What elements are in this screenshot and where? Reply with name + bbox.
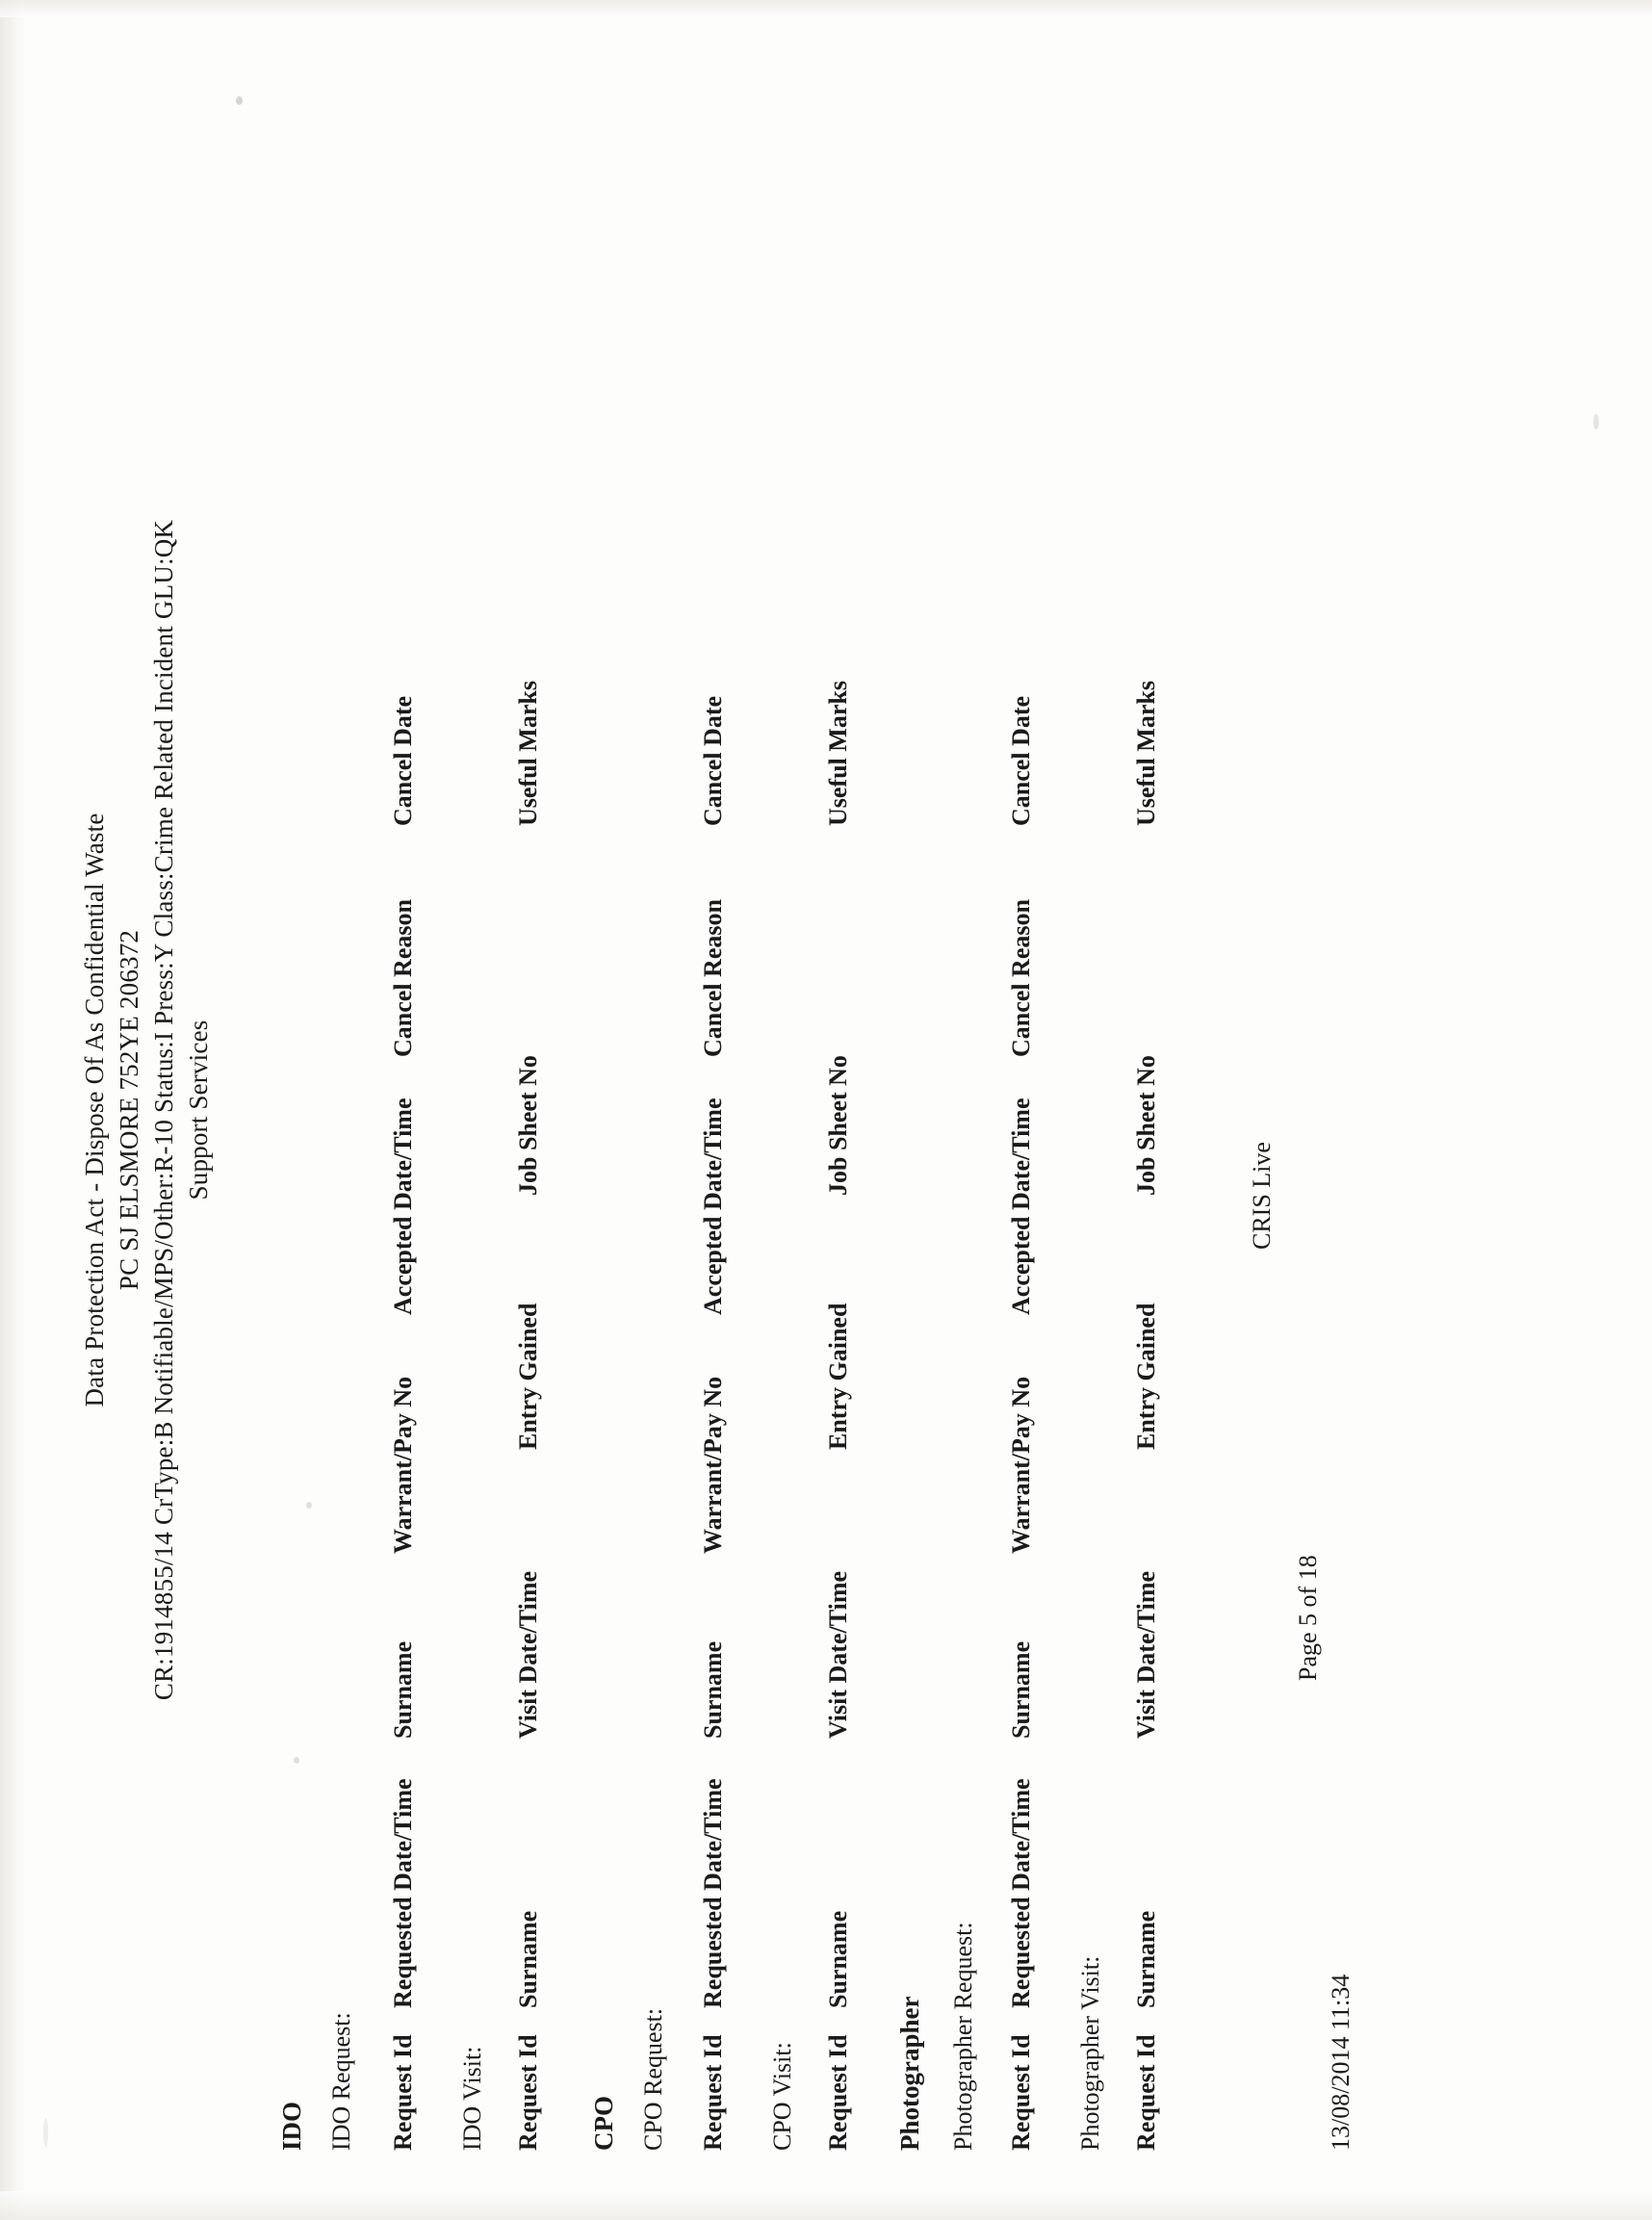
colhead-photographer-visit-entry-gained: Entry Gained <box>1132 1303 1160 1450</box>
report-header-line-3: CR:1914855/14 CrType:B Notifiable/MPS/Other:R-10 Status:I Press:Y Class:Crime Related Incident GLU:QK <box>149 519 178 1701</box>
colhead-photographer-visit-surname: Surname <box>1132 1910 1160 2008</box>
colhead-photographer-request-requested-datetime: Requested Date/Time <box>1007 1778 1035 2008</box>
group-label-cpo-request: CPO Request: <box>639 2007 667 2151</box>
colhead-ido-request-accepted-datetime: Accepted Date/Time <box>389 1097 417 1315</box>
colhead-ido-request-cancel-reason: Cancel Reason <box>389 899 417 1057</box>
section-title-ido: IDO <box>277 2101 306 2151</box>
footer-timestamp: 13/08/2014 11:34 <box>1327 1974 1355 2151</box>
colhead-ido-visit-visit-datetime: Visit Date/Time <box>514 1570 542 1739</box>
report-header-line-1: Data Protection Act - Dispose Of As Confidential Waste <box>80 813 109 1407</box>
colhead-ido-visit-job-sheet-no: Job Sheet No <box>514 1055 542 1196</box>
colhead-cpo-visit-useful-marks: Useful Marks <box>824 681 852 826</box>
colhead-cpo-request-accepted-datetime: Accepted Date/Time <box>699 1097 727 1315</box>
colhead-cpo-visit-request-id: Request Id <box>824 2034 852 2151</box>
colhead-cpo-visit-visit-datetime: Visit Date/Time <box>824 1570 852 1739</box>
section-title-cpo: CPO <box>589 2096 618 2151</box>
colhead-cpo-visit-entry-gained: Entry Gained <box>824 1303 852 1450</box>
colhead-ido-request-cancel-date: Cancel Date <box>389 695 417 826</box>
colhead-cpo-request-warrant-pay-no: Warrant/Pay No <box>699 1376 727 1554</box>
colhead-photographer-visit-job-sheet-no: Job Sheet No <box>1132 1055 1160 1196</box>
report-header-line-4: Support Services <box>184 1020 213 1200</box>
colhead-cpo-request-request-id: Request Id <box>699 2034 727 2151</box>
group-label-photographer-request: Photographer Request: <box>949 1922 977 2151</box>
colhead-ido-visit-request-id: Request Id <box>514 2034 542 2151</box>
colhead-ido-request-requested-datetime: Requested Date/Time <box>389 1778 417 2008</box>
colhead-photographer-request-cancel-date: Cancel Date <box>1007 695 1035 826</box>
colhead-photographer-visit-visit-datetime: Visit Date/Time <box>1132 1570 1160 1739</box>
group-label-ido-request: IDO Request: <box>327 2012 355 2151</box>
section-title-photographer: Photographer <box>895 1996 924 2151</box>
colhead-cpo-visit-surname: Surname <box>824 1910 852 2008</box>
colhead-cpo-request-surname: Surname <box>699 1640 727 1739</box>
colhead-photographer-request-accepted-datetime: Accepted Date/Time <box>1007 1097 1035 1315</box>
colhead-cpo-request-requested-datetime: Requested Date/Time <box>699 1778 727 2008</box>
colhead-ido-request-request-id: Request Id <box>389 2034 417 2151</box>
colhead-photographer-request-surname: Surname <box>1007 1640 1035 1739</box>
footer-system-name: CRIS Live <box>1248 1142 1276 1250</box>
colhead-ido-request-surname: Surname <box>389 1640 417 1739</box>
colhead-photographer-request-cancel-reason: Cancel Reason <box>1007 899 1035 1057</box>
group-label-photographer-visit: Photographer Visit: <box>1076 1955 1104 2151</box>
footer-page-number: Page 5 of 18 <box>1294 1555 1322 1681</box>
group-label-ido-visit: IDO Visit: <box>458 2046 486 2151</box>
report-header-line-2: PC SJ ELSMORE 752YE 206372 <box>115 929 143 1291</box>
group-label-cpo-visit: CPO Visit: <box>768 2042 796 2151</box>
colhead-ido-visit-entry-gained: Entry Gained <box>514 1303 542 1450</box>
colhead-photographer-request-warrant-pay-no: Warrant/Pay No <box>1007 1376 1035 1554</box>
colhead-cpo-visit-job-sheet-no: Job Sheet No <box>824 1055 852 1196</box>
colhead-photographer-request-request-id: Request Id <box>1007 2034 1035 2151</box>
colhead-ido-request-warrant-pay-no: Warrant/Pay No <box>389 1376 417 1554</box>
colhead-ido-visit-useful-marks: Useful Marks <box>514 681 542 826</box>
colhead-cpo-request-cancel-reason: Cancel Reason <box>699 899 727 1057</box>
colhead-cpo-request-cancel-date: Cancel Date <box>699 695 727 826</box>
colhead-ido-visit-surname: Surname <box>514 1910 542 2008</box>
colhead-photographer-visit-request-id: Request Id <box>1132 2034 1160 2151</box>
colhead-photographer-visit-useful-marks: Useful Marks <box>1132 681 1160 826</box>
